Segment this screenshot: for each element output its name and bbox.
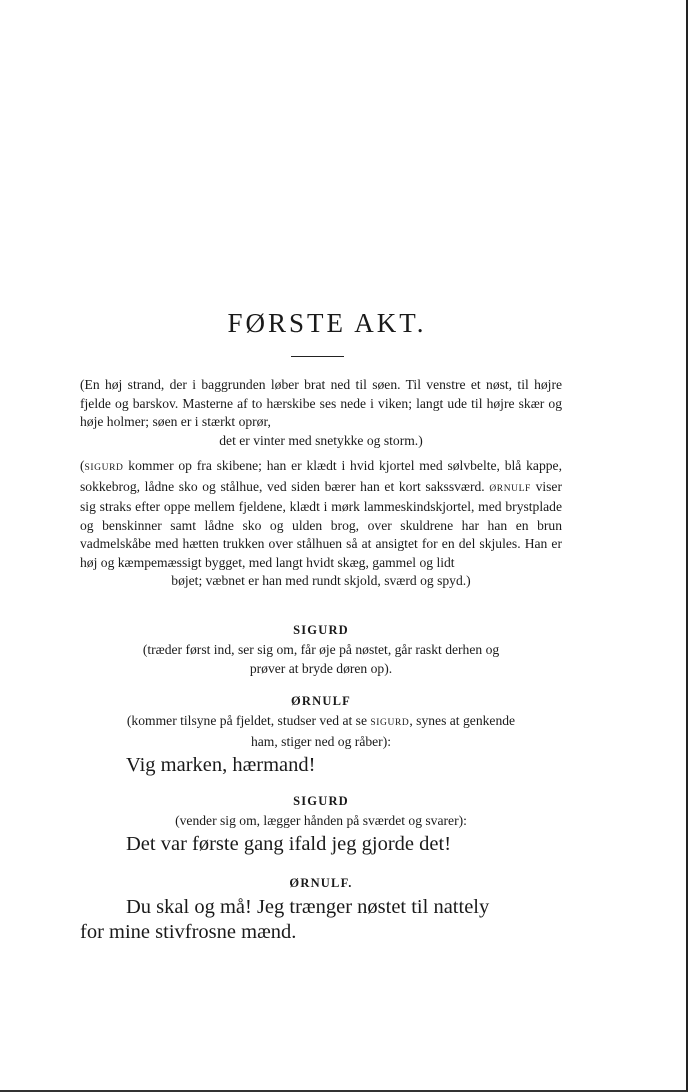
stage-direction-sigurd-enters — [80, 641, 562, 678]
stage-direction-characters: (SIGURD kommer op fra skibene; han er klædt i hvid kjortel med sølvbelte, blå kappe, sokkebrog, lådne sko og stålhue, ved siden bærer han et kort sakssværd. ØRNULF viser sig straks efter oppe mellem fjeldene, klædt i mørk lammeskindskjortel, med brystplade og benskinner samt lådne sko og ulden brog, over skuldrene har han en brun vadmelskåbe med hætten trukken over stålhuen så at ansigtet for en del skjules. Han er høj og kæmpemæssigt bygget, med langt hvidt skæg, gammel og lidt bøjet; væbnet er han med rundt skjold, sværd og spyd.) — [80, 457, 562, 591]
speaker-ornulf: ØRNULF. — [289, 876, 353, 890]
stage-direction-text: (træder først ind, ser sig om, får øje på nøstet, går raskt derhen og — [142, 642, 500, 657]
dialogue-ornulf-2 — [80, 895, 562, 945]
speaker-sigurd: SIGURD — [293, 794, 349, 808]
dialogue-ornulf-1 — [80, 753, 562, 778]
act-title: FØRSTE AKT. — [227, 308, 427, 338]
title-rule — [291, 356, 344, 357]
stage-direction-ornulf-appears — [80, 712, 562, 751]
stage-direction-last-line: prøver at bryde døren op). — [249, 660, 393, 676]
speaker-ornulf: ØRNULF — [291, 694, 351, 708]
dialogue-sigurd-1 — [80, 832, 562, 857]
character-name-ornulf: ØRNULF — [489, 483, 531, 494]
dialogue-line: Du skal og må! Jeg trænger nøstet til nattely — [126, 896, 490, 918]
dialogue-line: for mine stivfrosne mænd. — [80, 921, 297, 943]
stage-direction-setting — [80, 376, 562, 450]
stage-direction-text: kommer op fra skibene; han er klædt i hvid kjortel med sølvbelte, blå kappe, sokkebrog, lådne sko og stålhue, ved siden bærer han et kort sakssværd. — [80, 458, 562, 494]
stage-direction-sigurd-turns — [80, 812, 562, 831]
stage-direction-text: viser sig straks efter oppe mellem fjeldene, klædt i mørk lammeskindskjortel, med brystplade og benskinner samt lådne sko og ulden brog, over skuldrene har han en brun vadmelskåbe med hætten trukken over stålhuen så at ansigtet for en del skjules. Han er høj og kæmpemæssigt bygget, med langt hvidt skæg, gammel og lidt — [80, 478, 562, 570]
dialogue-line: Vig marken, hærmand! — [126, 754, 316, 776]
dialogue-line: Det var første gang ifald jeg gjorde det! — [126, 833, 452, 855]
stage-direction-text: (vender sig om, lægger hånden på sværdet og svarer): — [175, 813, 467, 828]
character-name-sigurd: SIGURD — [370, 718, 410, 728]
speaker-sigurd: SIGURD — [293, 623, 349, 637]
stage-direction-text: (kommer tilsyne på fjeldet, studser ved at se — [126, 713, 371, 728]
character-name-sigurd: SIGURD — [84, 463, 124, 473]
stage-direction-last-line: det er vinter med snetykke og storm.) — [219, 432, 423, 448]
stage-direction-last-line: bøjet; væbnet er han med rundt skjold, sværd og spyd.) — [171, 573, 471, 588]
stage-direction-text: (En høj strand, der i baggrunden løber brat ned til søen. Til venstre et nøst, til højre fjelde og barskov. Masterne af to hærskibe ses nede i viken; langt ude til højre skær og høje holmer; søen er i stærkt oprør, — [80, 377, 562, 429]
stage-direction-text: , synes at genkende — [409, 713, 516, 728]
stage-direction-last-line: ham, stiger ned og råber): — [250, 733, 392, 749]
